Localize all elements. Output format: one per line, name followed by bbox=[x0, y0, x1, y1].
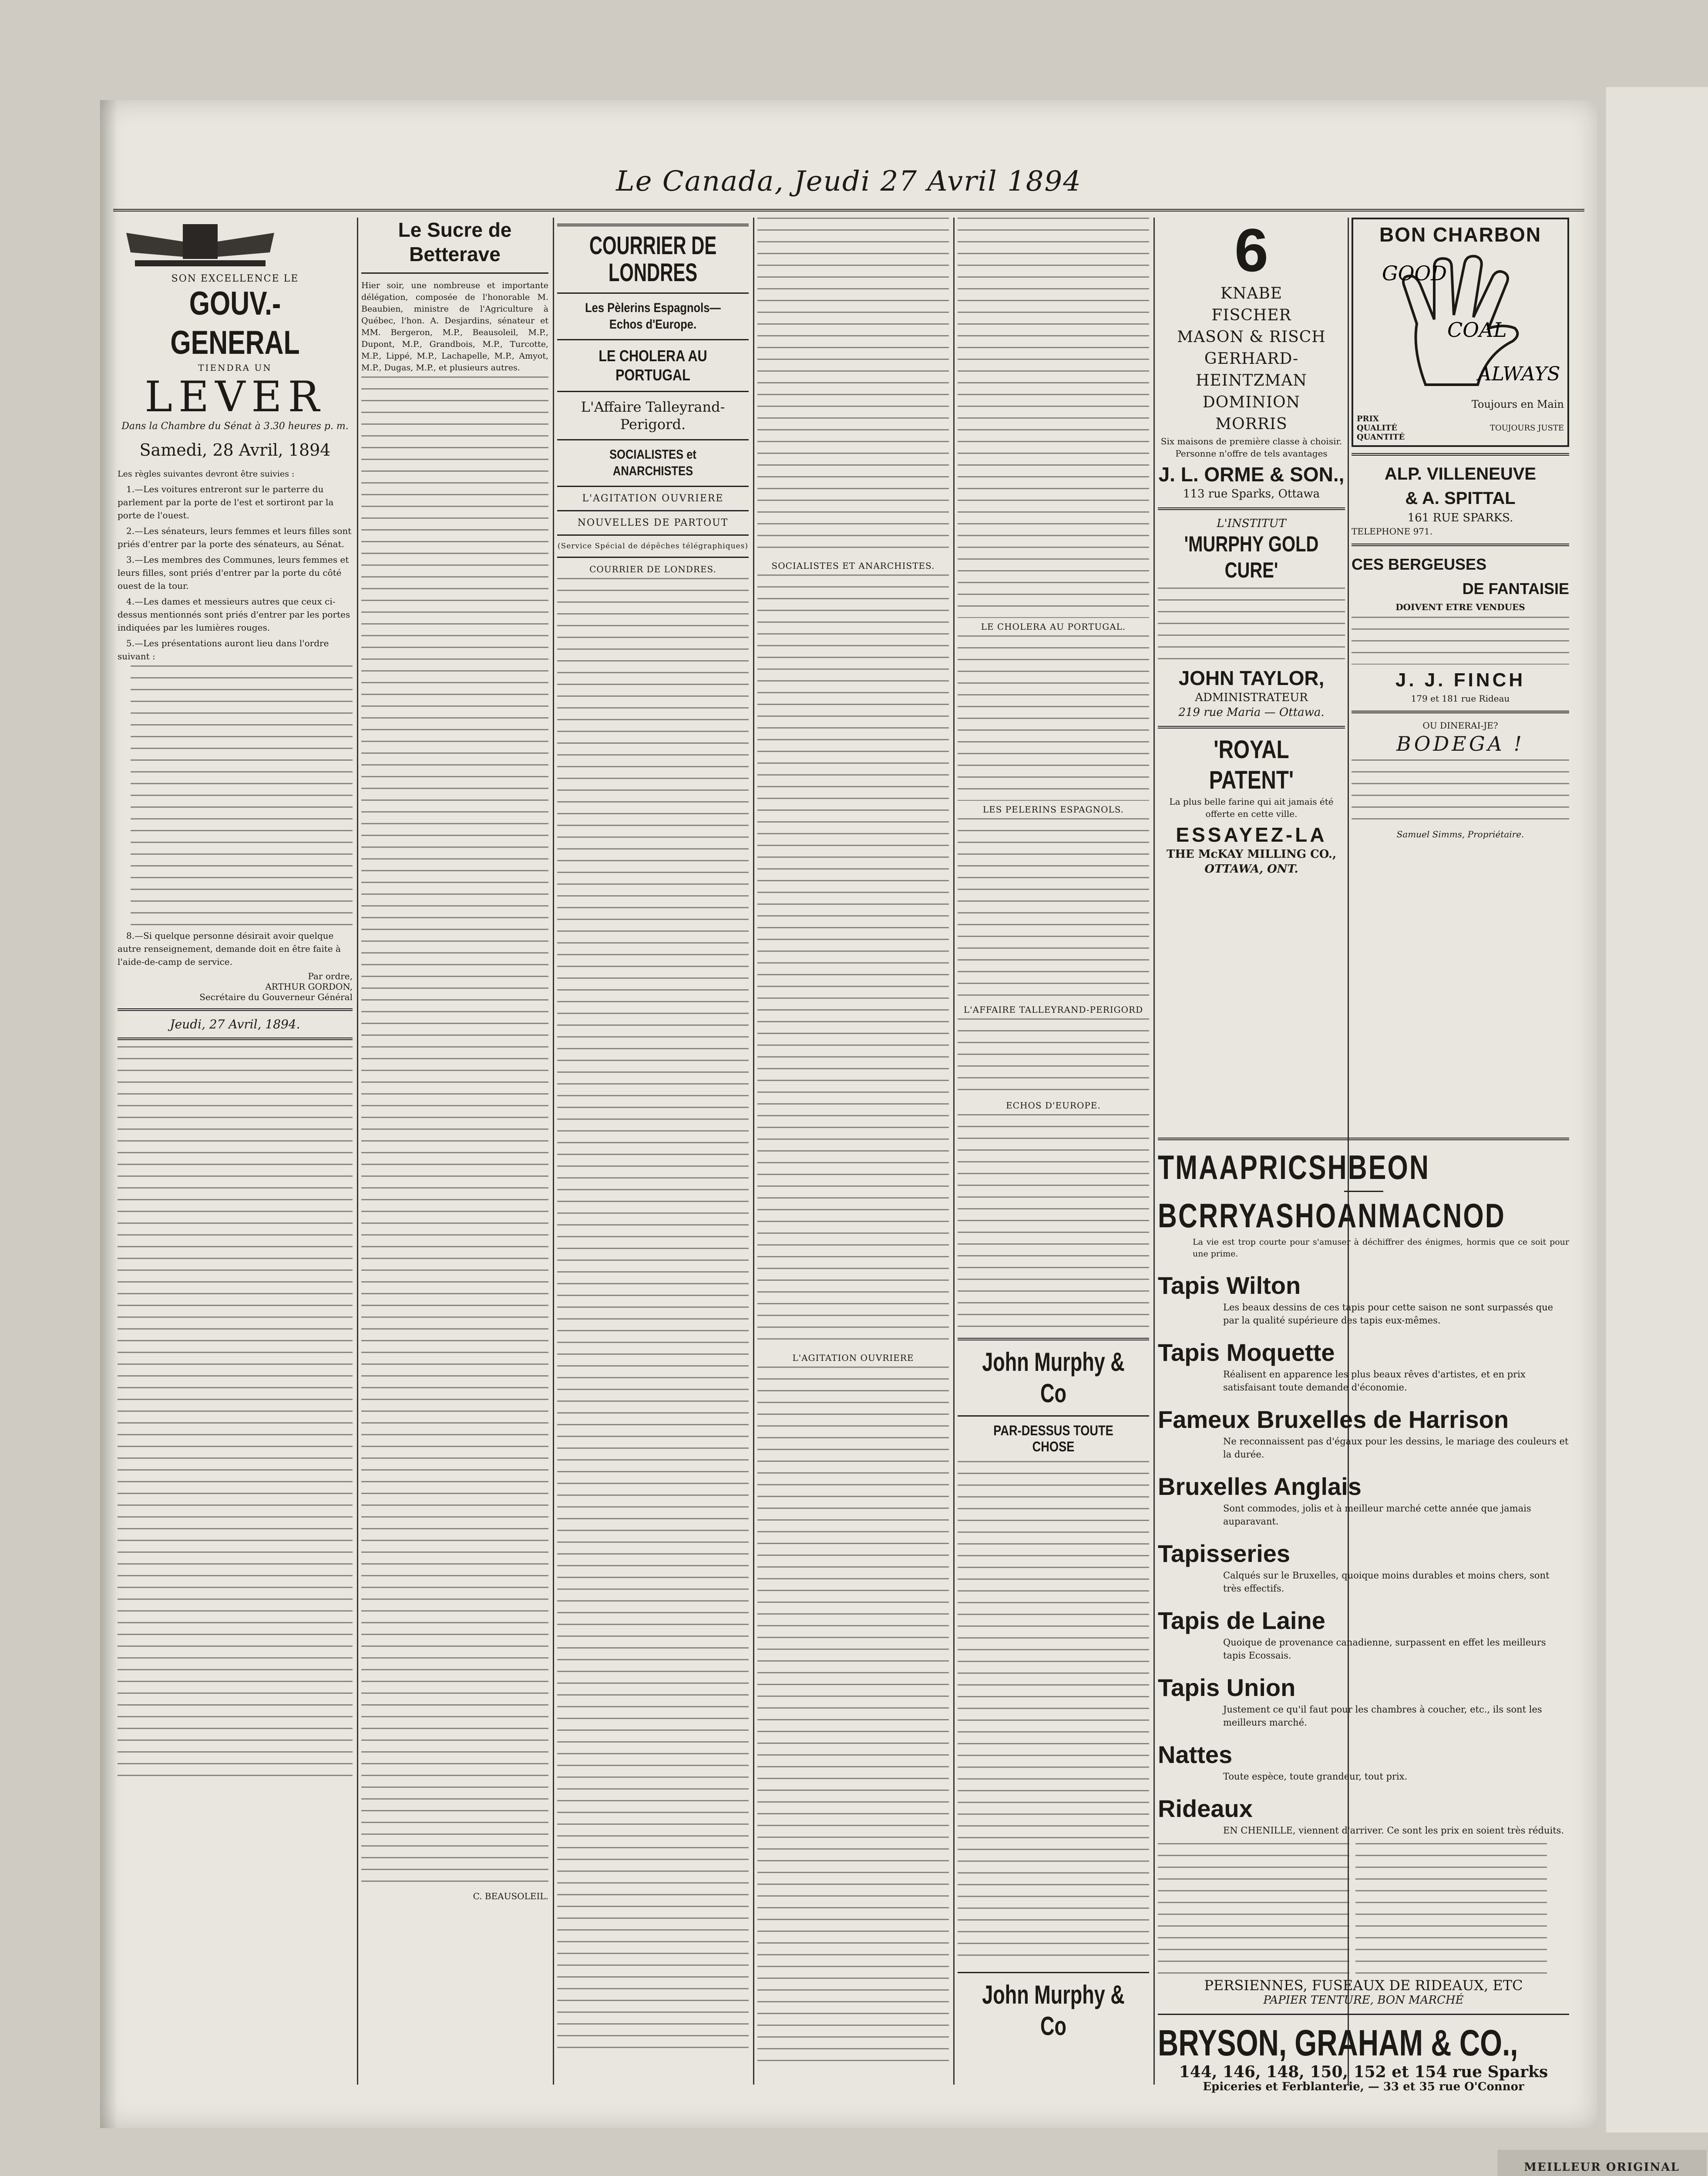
ad-phone: TELEPHONE 971. bbox=[1352, 526, 1433, 537]
puzzle-line-2: BCRRYASHOANMACNOD bbox=[1158, 1196, 1506, 1235]
column-rule bbox=[553, 218, 554, 2085]
newspaper-page bbox=[100, 100, 1597, 2128]
section-subhead: L'AGITATION OUVRIERE bbox=[582, 493, 724, 504]
divider bbox=[1352, 544, 1569, 546]
notice-rule: 1.—Les voitures entreront sur le parterre du parlement par la porte de l'est et sortiront par la porte de l'ouest. bbox=[118, 484, 334, 520]
rug-name: Tapis Moquette bbox=[1158, 1339, 1335, 1366]
piano-brand: FISCHER bbox=[1211, 306, 1291, 324]
svg-text:ALWAYS: ALWAYS bbox=[1478, 363, 1560, 385]
section-title: COURRIER DE LONDRES bbox=[589, 232, 717, 287]
section-subhead: LES PELERINS ESPAGNOLS. bbox=[982, 804, 1124, 815]
ad-royal-patent: 'ROYAL PATENT' bbox=[1209, 735, 1294, 794]
divider bbox=[557, 439, 749, 440]
rug-name: Tapis Wilton bbox=[1158, 1272, 1301, 1299]
column-rule bbox=[953, 218, 955, 2085]
divider bbox=[958, 1415, 1149, 1417]
divider bbox=[1352, 453, 1569, 456]
article-lead: Hier soir, une nombreuse et importante délégation, composée de l'honorable M. Beaubien, ministre de l'Agriculture à Québec, l'hon. A. Desjardins, sénateur et MM. Bergeron, M.P., Beausoleil, M.P., Dupont, M.P., Grandbois, M.P., Turcotte, M.P., Lippé, M.P., Lachapelle, M.P., Amyot, M.P., Dugas, M.P., et plusieurs autres. bbox=[361, 281, 548, 373]
article-body-text bbox=[958, 218, 1149, 618]
ad-charbon bbox=[1352, 218, 1569, 447]
section-subhead: LE CHOLERA AU PORTUGAL. bbox=[981, 621, 1126, 632]
notice-line-3: TIENDRA UN bbox=[198, 363, 272, 373]
ad-note: Six maisons de première classe à choisir. Personne n'offre de tels avantages bbox=[1160, 436, 1342, 459]
hand-illustration-icon bbox=[1365, 250, 1560, 393]
ad-charbon-title: BON CHARBON bbox=[1379, 223, 1542, 246]
rug-description: Les beaux dessins de ces tapis pour cette saison ne sont surpassés que par la qualité supérieure des tapis eux-mêmes. bbox=[1223, 1302, 1553, 1326]
column-governor-notice bbox=[118, 218, 353, 2085]
ad-papier: PAPIER TENTURE, BON MARCHÉ bbox=[1263, 1994, 1464, 2007]
piano-brand: DOMINION bbox=[1202, 393, 1301, 411]
notice-rule: 2.—Les sénateurs, leurs femmes et leurs filles sont priés d'entrer par la porte des sénateurs, au Sénat. bbox=[118, 526, 352, 549]
notice-rule: 8.—Si quelque personne désirait avoir quelque autre renseignement, demande doit en être faite à l'aide-de-camp de service. bbox=[118, 930, 341, 967]
divider bbox=[1344, 1191, 1383, 1192]
ad-bergeuses: CES BERGEUSES bbox=[1352, 555, 1487, 573]
section-subhead: SOCIALISTES ET ANARCHISTES. bbox=[771, 561, 935, 571]
rug-description: Ne reconnaissent pas d'égaux pour les dessins, le mariage des couleurs et la durée. bbox=[1223, 1436, 1569, 1460]
ad-headline: PAR-DESSUS TOUTE CHOSE bbox=[993, 1423, 1113, 1454]
editorial-dateline: Jeudi, 27 Avril, 1894. bbox=[170, 1017, 300, 1031]
piano-brand: KNABE bbox=[1220, 285, 1283, 302]
ad-address: 113 rue Sparks, Ottawa bbox=[1183, 487, 1320, 500]
rug-description: EN CHENILLE, viennent d'arriver. Ce sont les prix en soient très réduits. bbox=[1223, 1825, 1564, 1836]
section-subhead: L'Affaire Talleyrand-Perigord. bbox=[581, 399, 725, 433]
ad-note: La plus belle farine qui ait jamais été offerte en cette ville. bbox=[1169, 796, 1334, 819]
masthead-rule bbox=[113, 209, 1584, 212]
ad-bryson-address: 144, 146, 148, 150, 152 et 154 rue Sparks bbox=[1179, 2063, 1548, 2081]
ad-charbon-tagline: Toujours en Main bbox=[1471, 398, 1564, 410]
ad-institut-title: 'MURPHY GOLD CURE' bbox=[1184, 532, 1319, 582]
notice-date: Samedi, 28 Avril, 1894 bbox=[139, 440, 331, 460]
ad-bryson-footer: Epiceries et Ferblanterie, — 33 et 35 rue O'Connor bbox=[1203, 2080, 1524, 2093]
ad-taylor-name: JOHN TAYLOR, bbox=[1178, 667, 1325, 689]
ad-mckay-city: OTTAWA, ONT. bbox=[1204, 863, 1298, 876]
article-title: Le Sucre de Betterave bbox=[398, 218, 512, 265]
notice-intro: Les règles suivantes devront être suivies : bbox=[118, 469, 295, 479]
column-ads bbox=[1158, 218, 1345, 1127]
rug-description: Toute espèce, toute grandeur, tout prix. bbox=[1223, 1771, 1408, 1782]
article-body-text bbox=[757, 574, 949, 1349]
price-list-right bbox=[1355, 1843, 1547, 1974]
divider bbox=[958, 1338, 1149, 1340]
article-body-text bbox=[361, 376, 548, 1891]
notice-lever: LEVER bbox=[145, 373, 326, 421]
divider bbox=[557, 292, 749, 294]
divider bbox=[557, 557, 749, 558]
notice-rule: 5.—Les présentations auront lieu dans l'ordre suivant : bbox=[118, 638, 329, 662]
divider bbox=[1158, 507, 1345, 510]
ad-address: 179 et 181 rue Rideau bbox=[1411, 693, 1510, 704]
column-courrier bbox=[557, 218, 749, 2085]
ad-john-murphy: John Murphy & Co bbox=[982, 1347, 1125, 1408]
column-news-continued bbox=[757, 218, 949, 2085]
rug-name: Bruxelles Anglais bbox=[1158, 1473, 1362, 1500]
ad-note: DOIVENT ETRE VENDUES bbox=[1395, 602, 1525, 612]
rug-name: Fameux Bruxelles de Harrison bbox=[1158, 1406, 1509, 1433]
ad-dealer: J. L. ORME & SON., bbox=[1158, 463, 1345, 486]
article-body-text bbox=[757, 1367, 949, 2063]
divider bbox=[118, 1038, 353, 1040]
divider bbox=[1158, 1138, 1569, 1140]
column-rule bbox=[1153, 218, 1155, 2085]
divider bbox=[361, 272, 548, 274]
ad-bryson-graham bbox=[1158, 1132, 1569, 2093]
section-note: (Service Spécial de dépêches télégraphiques) bbox=[558, 542, 748, 551]
divider bbox=[958, 1972, 1149, 1973]
section-subhead: ECHOS D'EUROPE. bbox=[1006, 1100, 1101, 1111]
ad-address: 161 RUE SPARKS. bbox=[1407, 511, 1513, 524]
divider bbox=[557, 486, 749, 487]
divider bbox=[557, 224, 749, 226]
column-rule bbox=[753, 218, 754, 2085]
editorial-body-text bbox=[118, 1046, 353, 1786]
piano-brand: GERHARD-HEINTZMAN bbox=[1196, 350, 1307, 390]
ad-persiennes: PERSIENNES, FUSEAUX DE RIDEAUX, ETC bbox=[1204, 1977, 1523, 1994]
column-ads-right bbox=[1352, 218, 1569, 1127]
section-subhead: Les Pèlerins Espagnols—Echos d'Europe. bbox=[585, 301, 721, 332]
section-subhead: COURRIER DE LONDRES. bbox=[589, 564, 716, 574]
divider bbox=[557, 534, 749, 536]
rug-name: Rideaux bbox=[1158, 1795, 1253, 1822]
ad-finch: J. J. FINCH bbox=[1395, 669, 1526, 691]
svg-text:COAL: COAL bbox=[1447, 318, 1507, 342]
ad-body-text bbox=[958, 1461, 1149, 1966]
ad-body-text bbox=[1352, 759, 1569, 825]
ad-body-text bbox=[1352, 617, 1569, 665]
column-rule bbox=[357, 218, 358, 2085]
notice-line-1: SON EXCELLENCE LE bbox=[171, 273, 299, 284]
ad-essayez: ESSAYEZ-LA bbox=[1176, 823, 1327, 846]
notice-body-text bbox=[131, 665, 353, 927]
rug-description: Quoique de provenance canadienne, surpassent en effet les meilleurs tapis Ecossais. bbox=[1223, 1637, 1546, 1661]
price-list-left bbox=[1158, 1843, 1349, 1974]
section-subhead: SOCIALISTES et ANARCHISTES bbox=[609, 447, 696, 478]
section-subhead: NOUVELLES DE PARTOUT bbox=[577, 517, 729, 528]
royal-crest-icon bbox=[118, 222, 283, 270]
notice-place: Dans la Chambre du Sénat à 3.30 heures p. m. bbox=[121, 421, 349, 432]
archive-stamp: MEILLEUR ORIGINAL bbox=[1497, 2150, 1706, 2176]
ad-villeneuve: ALP. VILLENEUVE bbox=[1384, 464, 1537, 484]
section-subhead: LE CHOLERA AU PORTUGAL bbox=[598, 347, 707, 384]
rug-name: Tapis de Laine bbox=[1158, 1607, 1325, 1634]
article-body-text bbox=[757, 218, 949, 557]
article-body-text bbox=[958, 818, 1149, 1001]
notice-signature: Secrétaire du Gouverneur Général bbox=[199, 992, 353, 1002]
ad-spittal: & A. SPITTAL bbox=[1405, 489, 1516, 508]
rug-name: Tapisseries bbox=[1158, 1540, 1291, 1567]
section-subhead: L'AFFAIRE TALLEYRAND-PERIGORD bbox=[963, 1004, 1143, 1015]
rug-name: Tapis Union bbox=[1158, 1674, 1296, 1701]
piano-brand: MORRIS bbox=[1215, 415, 1288, 433]
divider bbox=[557, 339, 749, 340]
puzzle-note: La vie est trop courte pour s'amuser à déchiffrer des énigmes, hormis que ce soit pour une prime. bbox=[1193, 1237, 1569, 1259]
piano-brand: MASON & RISCH bbox=[1177, 328, 1326, 346]
ad-charbon-price: TOUJOURS JUSTE bbox=[1489, 423, 1564, 433]
rug-description: Calqués sur le Bruxelles, quoique moins durables et moins chers, sont très effectifs. bbox=[1223, 1570, 1550, 1594]
ad-bodega: BODEGA ! bbox=[1396, 732, 1524, 756]
article-body-text bbox=[958, 635, 1149, 801]
page-shadow bbox=[100, 100, 118, 2128]
rug-description: Sont commodes, jolis et à meilleur marché cette année que jamais auparavant. bbox=[1223, 1503, 1531, 1527]
ad-taylor-role: ADMINISTRATEUR bbox=[1195, 691, 1308, 704]
article-body-text bbox=[557, 578, 749, 2049]
ad-number: 6 bbox=[1234, 216, 1268, 284]
notice-signature: ARTHUR GORDON, bbox=[265, 981, 353, 992]
masthead: Le Canada, Jeudi 27 Avril 1894 bbox=[616, 165, 1082, 198]
svg-text:GOOD: GOOD bbox=[1382, 262, 1447, 285]
divider bbox=[118, 1008, 353, 1011]
ad-bodega-question: OU DINERAI-JE? bbox=[1422, 720, 1498, 731]
ad-taylor-address: 219 rue Maria — Ottawa. bbox=[1178, 706, 1325, 719]
rug-description: Réalisent en apparence les plus beaux rêves d'artistes, et en prix satisfaisant toute demande d'économie. bbox=[1223, 1369, 1526, 1393]
article-signature: C. BEAUSOLEIL. bbox=[473, 1891, 548, 1901]
notice-rule: 4.—Les dames et messieurs autres que ceux ci-dessus mentionnés sont priés d'entrer par les portes indiquées par les lumières rouges. bbox=[118, 596, 350, 633]
notice-rule: 3.—Les membres des Communes, leurs femmes et leurs filles, sont priés d'entrer par la porte du côté ouest de la tour. bbox=[118, 554, 349, 591]
rug-description: Justement ce qu'il faut pour les chambres à coucher, etc., ils sont les meilleurs marché. bbox=[1223, 1704, 1542, 1728]
ad-charbon-labels: PRIX QUALITÉ QUANTITÉ bbox=[1357, 414, 1405, 442]
section-subhead: L'AGITATION OUVRIERE bbox=[792, 1353, 914, 1363]
divider bbox=[557, 510, 749, 511]
divider bbox=[1352, 711, 1569, 713]
ad-john-murphy: John Murphy & Co bbox=[982, 1980, 1125, 2041]
article-body-text bbox=[958, 1018, 1149, 1097]
ad-institut-label: L'INSTITUT bbox=[1217, 517, 1286, 530]
divider bbox=[1158, 2014, 1569, 2015]
divider bbox=[1158, 726, 1345, 729]
ad-proprietor: Samuel Simms, Propriétaire. bbox=[1396, 829, 1524, 840]
adjacent-page-edge bbox=[1606, 87, 1708, 2132]
divider bbox=[557, 391, 749, 392]
column-news-europe bbox=[958, 218, 1149, 2085]
article-body-text bbox=[958, 1114, 1149, 1332]
puzzle-line-1: TMAAPRICSHBEON bbox=[1158, 1148, 1430, 1186]
notice-signature: Par ordre, bbox=[308, 971, 353, 981]
ad-bryson-name: BRYSON, GRAHAM & CO., bbox=[1158, 2022, 1518, 2063]
notice-heading: GOUV.-GENERAL bbox=[170, 285, 300, 361]
ad-charbon-row bbox=[1357, 414, 1564, 442]
ad-body-text bbox=[1158, 588, 1345, 662]
rug-name: Nattes bbox=[1158, 1741, 1233, 1768]
ad-mckay: THE McKAY MILLING CO., bbox=[1166, 848, 1337, 861]
column-sucre-betterave bbox=[361, 218, 548, 2085]
ad-fantaisie: DE FANTAISIE bbox=[1462, 580, 1569, 598]
